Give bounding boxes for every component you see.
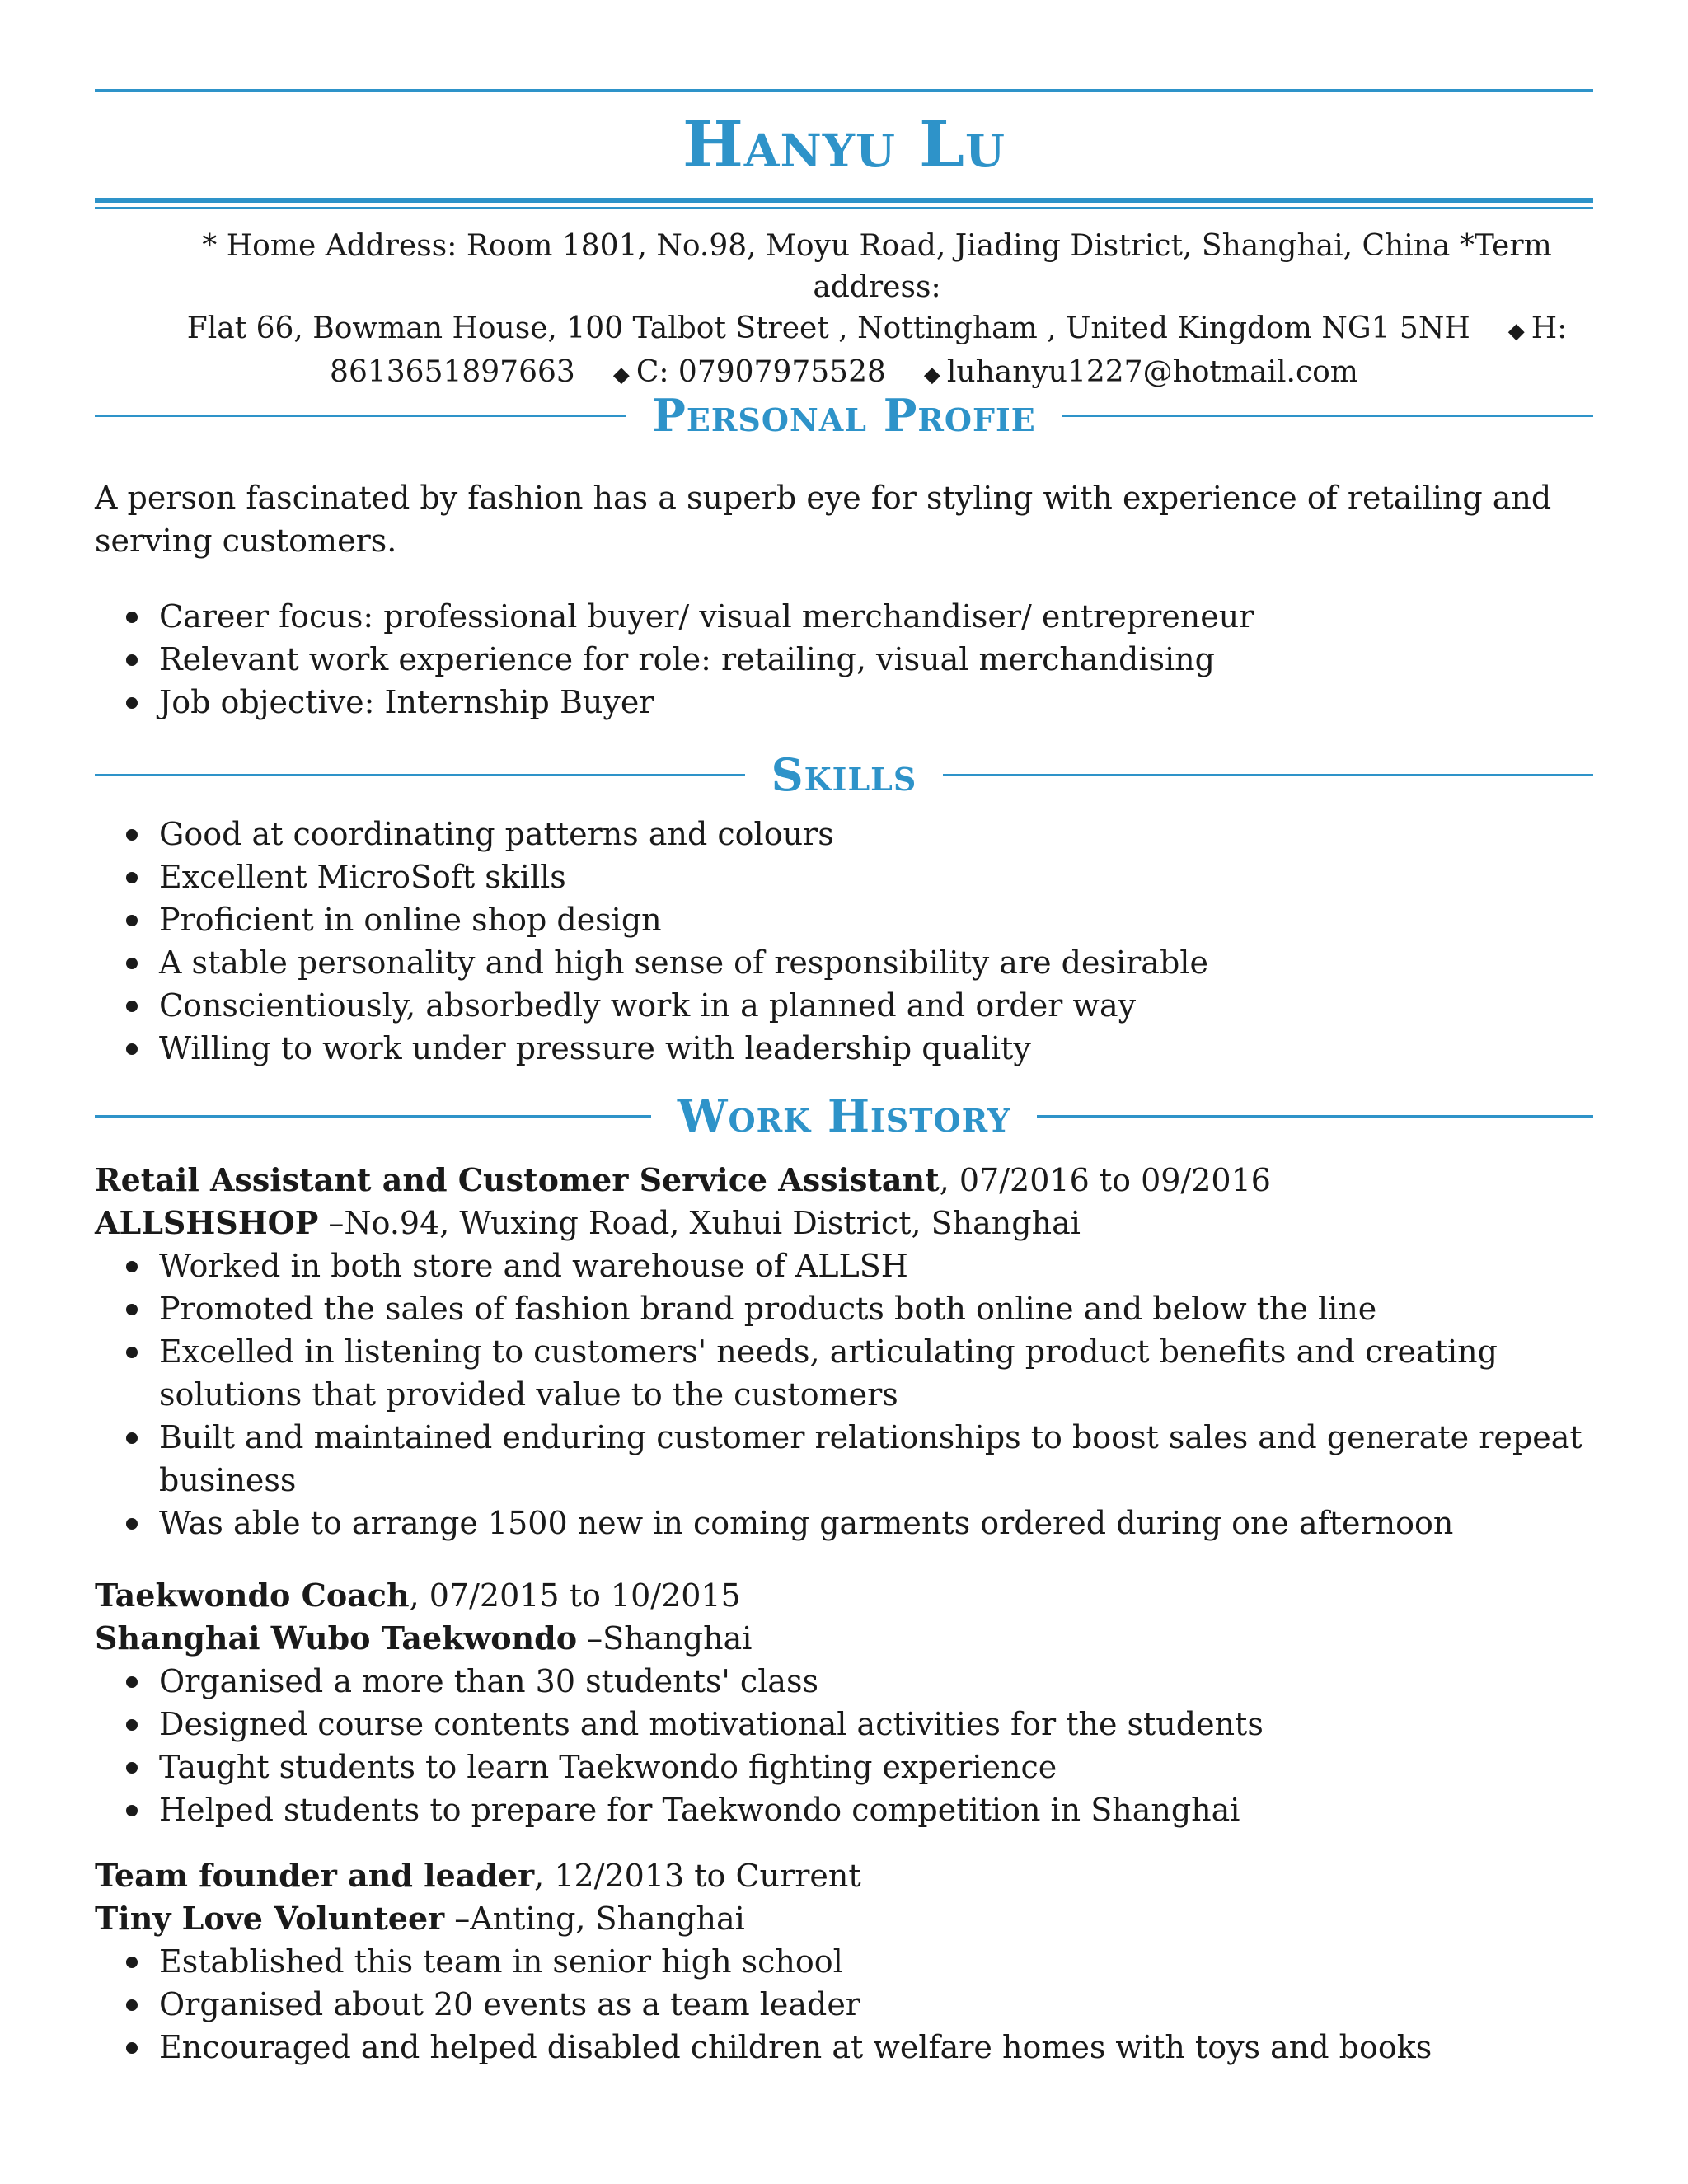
section-title-work: Work History (677, 1090, 1011, 1142)
list-item: Helped students to prepare for Taekwondo competition in Shanghai (95, 1788, 1593, 1831)
profile-list (95, 595, 1593, 724)
skills-section (95, 813, 1593, 1070)
list-item: Established this team in senior high school (95, 1940, 1593, 1983)
list-item: Built and maintained enduring customer relationships to boost sales and generate repeat business (95, 1416, 1593, 1502)
diamond-bullet-icon: ◆ (612, 363, 630, 387)
section-header-work (95, 1090, 1593, 1142)
list-item: Encouraged and helped disabled children at welfare homes with toys and books (95, 2026, 1593, 2069)
list-item: Designed course contents and motivational activities for the students (95, 1703, 1593, 1746)
list-item: Worked in both store and warehouse of ALLSH (95, 1244, 1593, 1287)
contact-line-1: * Home Address: Room 1801, No.98, Moyu Road, Jiading District, Shanghai, China *Term address: (202, 229, 1552, 304)
job-role: Team founder and leader (95, 1857, 535, 1894)
job-location: –No.94, Wuxing Road, Xuhui District, Shanghai (318, 1205, 1081, 1241)
list-item: Was able to arrange 1500 new in coming garments ordered during one afternoon (95, 1502, 1593, 1544)
job-employer: Shanghai Wubo Taekwondo (95, 1619, 578, 1657)
list-item: Promoted the sales of fashion brand products both online and below the line (95, 1287, 1593, 1330)
candidate-name: Hanyu Lu (682, 107, 1006, 182)
job-dates: , 12/2013 to Current (534, 1858, 861, 1894)
home-phone: 8613651897663 (330, 355, 575, 389)
list-item: Organised about 20 events as a team leader (95, 1983, 1593, 2026)
profile-summary: A person fascinated by fashion has a superb eye for styling with experience of retailing and serving customers. (95, 480, 1552, 559)
list-item: Conscientiously, absorbedly work in a planned and order way (95, 984, 1593, 1027)
top-divider (95, 89, 1593, 92)
list-item: Proficient in online shop design (95, 898, 1593, 941)
list-item: Career focus: professional buyer/ visual merchandiser/ entrepreneur (95, 595, 1593, 638)
list-item: Relevant work experience for role: retailing, visual merchandising (95, 638, 1593, 681)
home-phone-label: H: (1531, 312, 1568, 345)
diamond-bullet-icon: ◆ (923, 363, 940, 387)
job-role: Retail Assistant and Customer Service Assistant (95, 1161, 940, 1198)
job-employer: Tiny Love Volunteer (95, 1900, 445, 1937)
profile-section (95, 476, 1593, 724)
job-employer-line (95, 1897, 1593, 1940)
list-item: Excelled in listening to customers' needs, articulating product benefits and creating solutions that provided value to the customers (95, 1330, 1593, 1416)
section-title-skills: Skills (771, 748, 917, 801)
job-entry (95, 1574, 1593, 1831)
cell-phone: C: 07907975528 (635, 355, 886, 389)
email-link[interactable]: luhanyu1227@hotmail.com (946, 355, 1358, 389)
job-dates: , 07/2015 to 10/2015 (409, 1577, 741, 1614)
list-item: Taught students to learn Taekwondo fighting experience (95, 1746, 1593, 1788)
job-role: Taekwondo Coach (95, 1577, 410, 1614)
diamond-bullet-icon: ◆ (1507, 319, 1525, 344)
header-double-divider (95, 198, 1593, 209)
list-item: Organised a more than 30 students' class (95, 1660, 1593, 1703)
section-header-profile (95, 389, 1593, 442)
job-entry (95, 1159, 1593, 1544)
job-location: –Anting, Shanghai (444, 1900, 745, 1937)
contact-info (161, 226, 1593, 396)
list-item: A stable personality and high sense of responsibility are desirable (95, 941, 1593, 984)
job-heading (95, 1159, 1593, 1202)
job-duties (95, 1244, 1593, 1544)
section-header-skills (95, 748, 1593, 801)
job-employer-line (95, 1617, 1593, 1660)
term-address: Flat 66, Bowman House, 100 Talbot Street , Nottingham , United Kingdom NG1 5NH (186, 312, 1470, 345)
job-entry (95, 1854, 1593, 2069)
job-heading (95, 1854, 1593, 1897)
job-dates: , 07/2016 to 09/2016 (939, 1162, 1271, 1198)
job-heading (95, 1574, 1593, 1617)
job-employer-line (95, 1202, 1593, 1244)
skills-list (95, 813, 1593, 1070)
contact-line-2 (161, 308, 1593, 352)
job-duties (95, 1940, 1593, 2069)
job-duties (95, 1660, 1593, 1831)
list-item: Excellent MicroSoft skills (95, 855, 1593, 898)
list-item: Job objective: Internship Buyer (95, 681, 1593, 724)
section-title-profile: Personal Profie (652, 389, 1036, 442)
list-item: Willing to work under pressure with leadership quality (95, 1027, 1593, 1070)
list-item: Good at coordinating patterns and colours (95, 813, 1593, 855)
job-location: –Shanghai (577, 1620, 753, 1657)
job-employer: ALLSHSHOP (95, 1204, 319, 1241)
